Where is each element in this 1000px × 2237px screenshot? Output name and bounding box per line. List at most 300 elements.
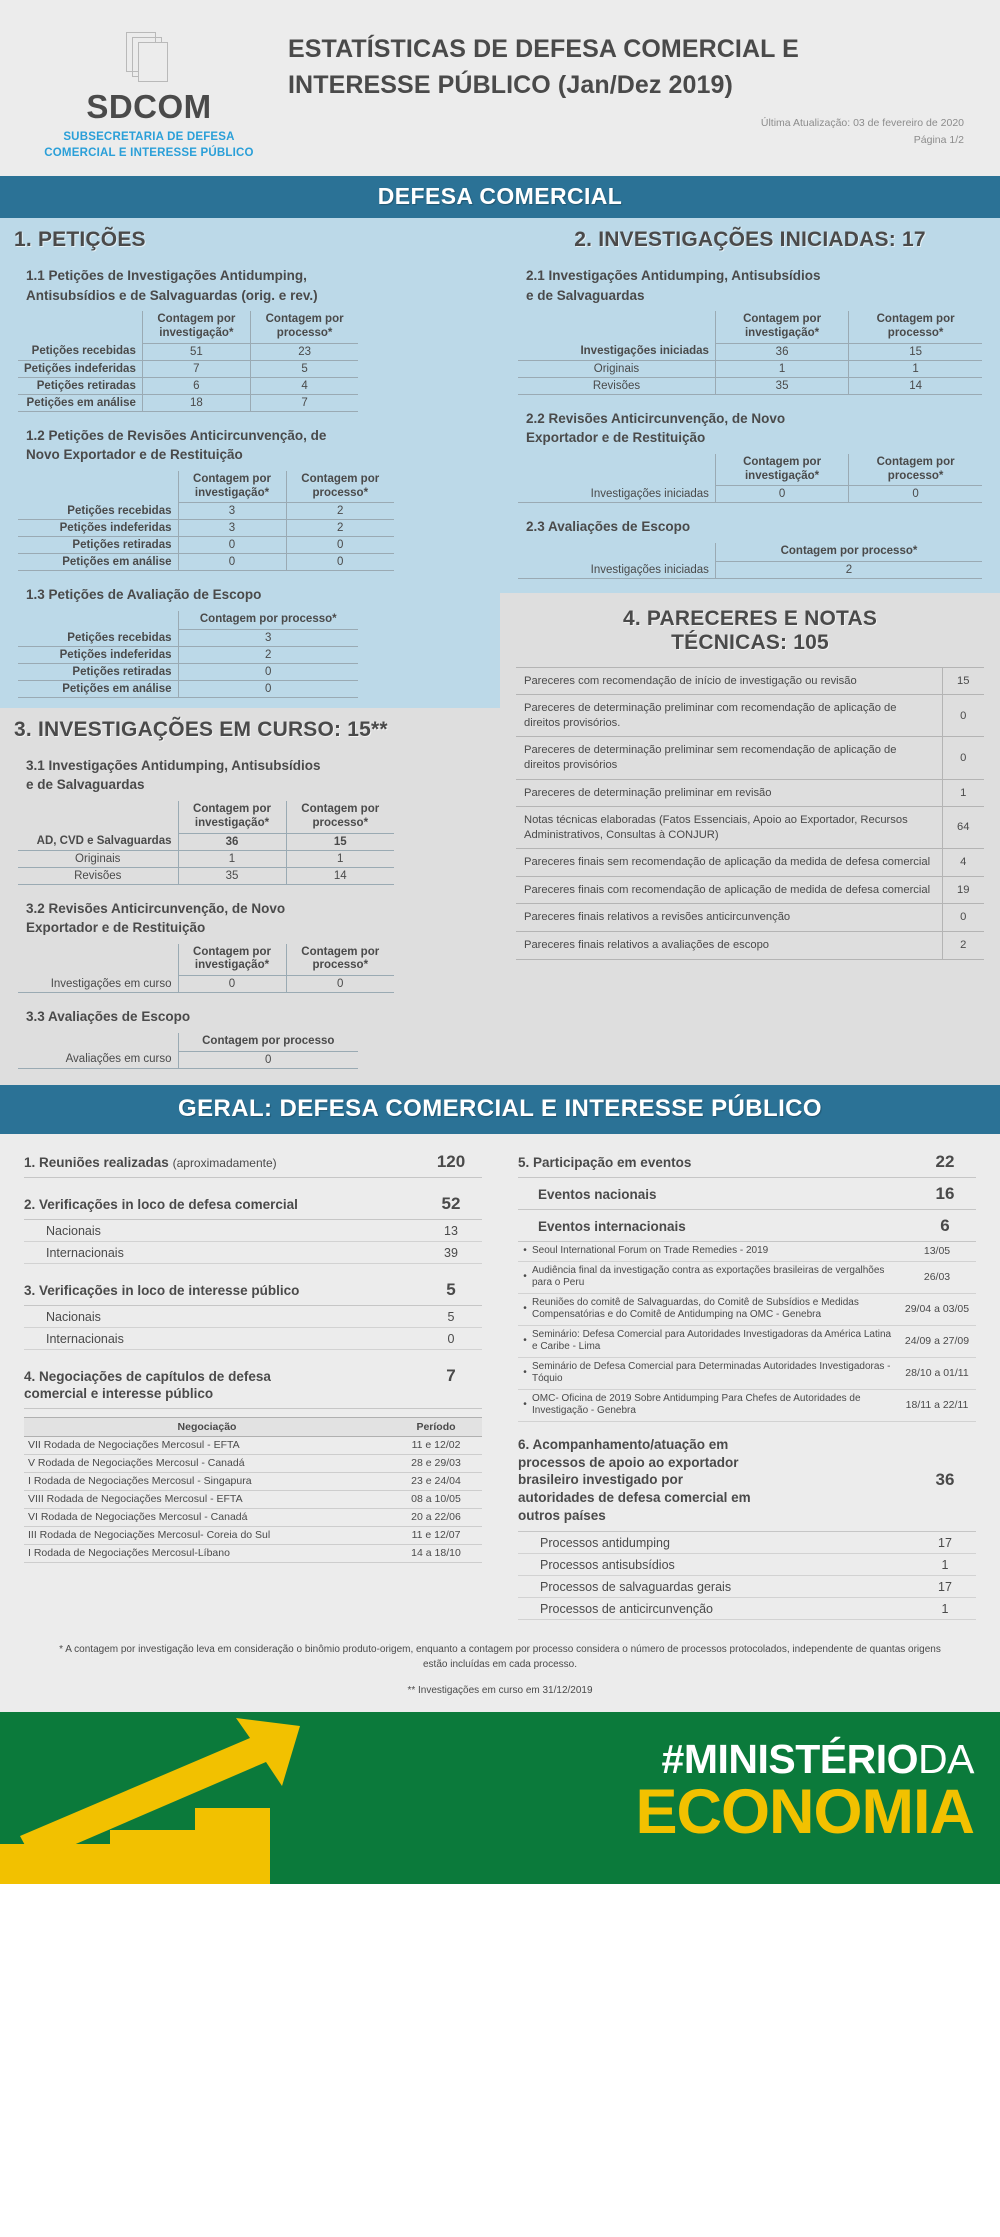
row-value-processo: 0 [849,486,982,503]
brand-subtitle [24,129,274,162]
section-2-1-heading-line1: 2.1 Investigações Antidumping, Antisubsídios [526,267,821,283]
section-3-3-heading: 3.3 Avaliações de Escopo [26,1009,191,1025]
table-header-row [518,454,982,486]
table-row [18,377,358,394]
row-label: Petições retiradas [18,537,178,554]
event-name: Audiência final da investigação contra as exportações brasileiras de vergalhões para o Peru [532,1264,885,1289]
row-negociacao: VI Rodada de Negociações Mercosul - Canadá [24,1508,390,1526]
brand-subtitle-line2: COMERCIAL E INTERESSE PÚBLICO [44,147,254,160]
geral-item-6-sub [518,1532,976,1554]
sub-label: Nacionais [46,1309,101,1324]
row-value: 1 [942,779,984,807]
row-value-processo: 0 [178,680,358,697]
section-1-title: 1. PETIÇÕES [14,227,146,251]
row-value-investigacao: 0 [715,486,848,503]
geral-item-1-value: 120 [436,1151,466,1171]
sub-value: 17 [938,1535,952,1550]
col-head-processo: Contagem por processo* [286,801,394,833]
col-head-periodo: Período [390,1417,482,1436]
row-label: Investigações iniciadas [518,343,715,360]
sub-label: Internacionais [46,1245,124,1260]
table-3-2 [18,944,394,994]
geral-item-6-value: 36 [935,1470,955,1490]
row-value-investigacao: 0 [178,554,286,571]
geral-item-6-label-line5: outros países [518,1507,606,1523]
row-periodo: 11 e 12/02 [390,1436,482,1454]
table-header-row [518,543,982,561]
table-row [18,833,394,850]
row-label: Investigações iniciadas [518,561,715,578]
row-negociacao: I Rodada de Negociações Mercosul - Singapura [24,1472,390,1490]
table-row [18,646,358,663]
sub-value: 0 [447,1331,455,1346]
geral-item-5 [518,1146,976,1178]
sub-label: Processos antisubsídios [540,1557,675,1572]
bullet-icon: • [523,1302,527,1314]
row-value-processo: 0 [286,976,394,993]
row-label: Petições recebidas [18,503,178,520]
table-row [518,561,982,578]
geral-body [0,1134,1000,1630]
table-1-2 [18,471,394,572]
geral-item-2-value: 52 [441,1193,461,1213]
row-value-processo: 2 [178,646,358,663]
row-periodo: 20 a 22/06 [390,1508,482,1526]
table-2-2 [518,454,982,504]
row-label: Petições indeferidas [18,360,142,377]
row-value-processo: 23 [250,343,358,360]
row-label: Pareceres de determinação preliminar sem recomendação de aplicação de direitos provisórios [516,737,942,779]
sub-value: 17 [938,1579,952,1594]
geral-item-6-label-line4: autoridades de defesa comercial em [518,1490,751,1506]
row-value-investigacao: 36 [715,343,848,360]
col-head-investigacao: Contagem por investigação* [178,944,286,976]
table-3-3 [18,1033,358,1069]
col-head-negociacao: Negociação [24,1417,390,1436]
row-negociacao: I Rodada de Negociações Mercosul-Líbano [24,1544,390,1562]
event-date: 18/11 a 22/11 [905,1398,969,1411]
geral-item-5-value: 22 [935,1151,955,1171]
table-1-3 [18,611,358,698]
brand-subtitle-line1: SUBSECRETARIA DE DEFESA [63,130,235,143]
last-update-text: Última Atualização: 03 de fevereiro de 2020 [760,117,964,129]
geral-item-6-sub [518,1554,976,1576]
event-name: Seoul International Forum on Trade Remedies - 2019 [532,1244,769,1256]
col-head-investigacao: Contagem por investigação* [178,801,286,833]
section-4-title-line2: TÉCNICAS: 105 [671,630,829,654]
footnotes [0,1630,1000,1713]
geral-item-4-value: 7 [446,1365,456,1385]
row-negociacao: VII Rodada de Negociações Mercosul - EFTA [24,1436,390,1454]
section-3-2-heading [0,889,500,942]
geral-item-3-sub [24,1328,482,1350]
bullet-icon: • [523,1244,527,1256]
row-label: Petições retiradas [18,377,142,394]
section-1-3-heading: 1.3 Petições de Avaliação de Escopo [26,587,262,603]
table-header-row [18,944,394,976]
table-header-row [18,471,394,503]
row-label: Petições em análise [18,554,178,571]
row-label: Originais [18,850,178,867]
row-value-processo: 15 [849,343,982,360]
table-row [516,876,984,904]
table-1-1 [18,311,358,412]
table-row [516,807,984,849]
geral-item-4 [24,1360,482,1409]
row-label: Investigações em curso [18,976,178,993]
table-2-1 [518,311,982,395]
section-3-2-heading-line2: Exportador e de Restituição [26,920,206,936]
row-value-processo: 0 [178,1051,358,1068]
page-title [288,32,976,103]
geral-item-3-value: 5 [446,1279,456,1299]
table-header-row [18,1033,358,1051]
section-1-2-heading-line2: Novo Exportador e de Restituição [26,447,243,463]
sub-value: 13 [444,1223,458,1238]
row-value: 64 [942,807,984,849]
brazil-arrow-graphic [0,1712,420,1884]
left-column [0,218,500,1085]
section-4-title-line1: 4. PARECERES E NOTAS [622,606,878,630]
geral-item-2-sub [24,1220,482,1242]
row-value-investigacao: 36 [178,833,286,850]
section-3-1-heading [0,746,500,799]
table-3-1 [18,801,394,885]
row-label: Pareceres de determinação preliminar em revisão [516,779,942,807]
table-row [18,503,394,520]
section-1-1-heading-line1: 1.1 Petições de Investigações Antidumping, [26,267,307,283]
row-label: Petições em análise [18,680,178,697]
table-row [18,629,358,646]
section-2-1-heading-line2: e de Salvaguardas [526,287,645,303]
row-value-processo: 14 [286,867,394,884]
geral-item-1 [24,1146,482,1178]
row-label: AD, CVD e Salvaguardas [18,833,178,850]
section-3-2-heading-line1: 3.2 Revisões Anticircunvenção, de Novo [26,900,286,916]
row-value-investigacao: 0 [178,976,286,993]
table-row [18,850,394,867]
table-row [516,904,984,932]
event-name: OMC- Oficina de 2019 Sobre Antidumping Para Chefes de Autoridades de Investigação - Genebra [532,1392,861,1417]
row-value: 0 [942,695,984,737]
row-label: Pareceres finais com recomendação de aplicação de medida de defesa comercial [516,876,942,904]
list-item [518,1242,976,1262]
geral-item-6-sub [518,1598,976,1620]
footnote-1: * A contagem por investigação leva em consideração o binômio produto-origem, enquanto a contagem por processo considera o número de processos protocolados, independente de quantas origens estão incluídas em cada processo. [59,1643,941,1671]
geral-item-5-label: 5. Participação em eventos [518,1154,692,1170]
row-value-investigacao: 3 [178,520,286,537]
table-row [24,1472,482,1490]
sub-label: Processos de salvaguardas gerais [540,1579,732,1594]
col-head-processo: Contagem por processo* [250,311,358,343]
list-item [518,1390,976,1422]
sub-label: Nacionais [46,1223,101,1238]
table-row [24,1436,482,1454]
col-head-processo: Contagem por processo* [178,611,358,629]
row-label: Petições retiradas [18,663,178,680]
row-value-processo: 2 [715,561,982,578]
table-row [18,520,394,537]
table-header-row [518,311,982,343]
table-negociacoes [24,1417,482,1563]
table-2-3 [518,543,982,579]
section-2-title: 2. INVESTIGAÇÕES INICIADAS: 17 [574,227,926,251]
row-value: 19 [942,876,984,904]
col-head-processo: Contagem por processo* [849,311,982,343]
geral-item-6-label [518,1436,914,1525]
row-negociacao: VIII Rodada de Negociações Mercosul - EFTA [24,1490,390,1508]
col-head-processo: Contagem por processo [178,1033,358,1051]
row-label: Petições em análise [18,394,142,411]
bullet-icon: • [523,1398,527,1410]
table-row [516,779,984,807]
section-2-2-heading-line1: 2.2 Revisões Anticircunvenção, de Novo [526,410,786,426]
table-row [18,663,358,680]
event-date: 26/03 [923,1270,951,1283]
event-date: 24/09 a 27/09 [904,1334,970,1347]
section-2-3-heading: 2.3 Avaliações de Escopo [526,519,691,535]
event-date: 29/04 a 03/05 [904,1302,970,1315]
table-header-row [24,1417,482,1436]
table-row [24,1490,482,1508]
event-name: Reuniões do comitê de Salvaguardas, do Comitê de Subsídios e Medidas Compensatórias e do Comitê de Antidumping na OMC - Genebra [532,1296,859,1321]
table-row [18,554,394,571]
page-number-text: Página 1/2 [913,133,964,146]
geral-eventos-internacionais [518,1210,976,1242]
col-head-processo: Contagem por processo* [286,944,394,976]
table-row [516,667,984,695]
row-value-processo: 4 [250,377,358,394]
sub-value: 39 [444,1245,458,1260]
banner-defesa-comercial: DEFESA COMERCIAL [0,176,1000,218]
row-value-processo: 3 [178,629,358,646]
row-value: 0 [942,737,984,779]
table-row [518,343,982,360]
col-head-investigacao: Contagem por investigação* [715,454,848,486]
eventos-nacionais-value: 16 [935,1183,955,1203]
page-title-line1: ESTATÍSTICAS DE DEFESA COMERCIAL E [288,35,799,63]
row-negociacao: III Rodada de Negociações Mercosul- Coreia do Sul [24,1526,390,1544]
row-label: Petições recebidas [18,343,142,360]
row-label: Pareceres finais relativos a revisões anticircunvenção [516,904,942,932]
row-value-investigacao: 3 [178,503,286,520]
table-row [18,1051,358,1068]
geral-item-6 [518,1430,976,1532]
list-item [518,1262,976,1294]
section-1-1-heading [0,256,500,309]
section-2-2-heading [500,399,1000,452]
ministry-wordmark [635,1736,975,1848]
geral-item-2-label: 2. Verificações in loco de defesa comercial [24,1196,298,1212]
table-row [516,737,984,779]
table-row [518,360,982,377]
section-1-1-heading-line2: Antisubsídios e de Salvaguardas (orig. e rev.) [26,287,318,303]
row-label: Petições indeferidas [18,646,178,663]
geral-item-2-sub [24,1242,482,1264]
table-row [516,931,984,959]
col-head-processo: Contagem por processo* [286,471,394,503]
table-header-row [18,801,394,833]
geral-item-4-label [24,1368,420,1403]
eventos-internacionais-list [518,1242,976,1422]
row-label: Investigações iniciadas [518,486,715,503]
section-1-2-heading-line1: 1.2 Petições de Revisões Anticircunvenção, de [26,427,327,443]
col-head-investigacao: Contagem por investigação* [142,311,250,343]
sub-label: Processos de anticircunvenção [540,1601,714,1616]
page-title-line2: INTERESSE PÚBLICO (Jan/Dez 2019) [288,70,733,99]
geral-right-column [500,1134,1000,1630]
table-header-row [18,311,358,343]
list-item [518,1294,976,1326]
table-row [24,1526,482,1544]
geral-eventos-nacionais [518,1178,976,1210]
table-header-row [18,611,358,629]
table-row [24,1544,482,1562]
geral-item-3 [24,1274,482,1306]
row-label: Notas técnicas elaboradas (Fatos Essenciais, Apoio ao Exportador, Recursos Administrativos, Consultas à CONJUR) [516,807,942,849]
geral-item-4-label-line2: comercial e interesse público [24,1386,214,1402]
row-periodo: 23 e 24/04 [390,1472,482,1490]
row-value-processo: 1 [849,360,982,377]
geral-item-1-label: 1. Reuniões realizadas (aproximadamente) [24,1154,277,1170]
section-3-1-heading-line1: 3.1 Investigações Antidumping, Antisubsídios [26,757,321,773]
event-name: Seminário de Defesa Comercial para Determinadas Autoridades Investigadoras - Tóquio [532,1360,891,1385]
row-value-processo: 2 [286,520,394,537]
table-row [24,1454,482,1472]
row-value-processo: 2 [286,503,394,520]
row-negociacao: V Rodada de Negociações Mercosul - Canadá [24,1454,390,1472]
event-date: 13/05 [923,1244,951,1257]
bullet-icon: • [523,1270,527,1282]
row-label: Petições indeferidas [18,520,178,537]
section-2-1-heading [500,256,1000,309]
header-meta [288,115,976,149]
sub-value: 1 [941,1601,949,1616]
table-row [518,486,982,503]
table-row [24,1508,482,1526]
table-row [18,537,394,554]
ministry-line1: #MINISTÉRIODA [661,1736,974,1783]
section-3-title: 3. INVESTIGAÇÕES EM CURSO: 15** [14,717,388,741]
header-right [274,18,976,149]
row-value: 2 [942,931,984,959]
section-4-title [500,593,1000,659]
row-value-processo: 0 [178,663,358,680]
col-head-processo: Contagem por processo* [849,454,982,486]
row-label: Originais [518,360,715,377]
sub-value: 1 [941,1557,949,1572]
table-4-pareceres [516,667,984,960]
page-header [0,0,1000,176]
row-value-investigacao: 18 [142,394,250,411]
list-item [518,1326,976,1358]
geral-item-3-label: 3. Verificações in loco de interesse público [24,1282,300,1298]
row-value-investigacao: 0 [178,537,286,554]
row-value-investigacao: 6 [142,377,250,394]
sub-label: Processos antidumping [540,1535,670,1550]
row-value-investigacao: 1 [715,360,848,377]
row-label: Petições recebidas [18,629,178,646]
section-1-2-heading [0,416,500,469]
table-row [516,849,984,877]
col-head-investigacao: Contagem por investigação* [178,471,286,503]
row-label: Pareceres finais relativos a avaliações de escopo [516,931,942,959]
row-value-investigacao: 7 [142,360,250,377]
col-head-investigacao: Contagem por investigação* [715,311,848,343]
table-row [18,976,394,993]
row-label: Revisões [18,867,178,884]
brand-block [24,18,274,162]
row-label: Pareceres com recomendação de início de investigação ou revisão [516,667,942,695]
geral-item-3-sub [24,1306,482,1328]
sub-value: 5 [447,1309,455,1324]
table-row [518,377,982,394]
geral-item-6-sub [518,1576,976,1598]
defesa-comercial-body [0,218,1000,1085]
event-name: Seminário: Defesa Comercial para Autoridades Investigadoras da América Latina e Caribe - Lima [532,1328,892,1353]
brand-name: SDCOM [86,88,212,125]
eventos-nacionais-label: Eventos nacionais [538,1186,657,1202]
sub-label: Internacionais [46,1331,124,1346]
row-value: 15 [942,667,984,695]
documents-stack-icon [126,32,172,84]
table-row [516,695,984,737]
row-value-investigacao: 35 [178,867,286,884]
row-value: 4 [942,849,984,877]
banner-geral: GERAL: DEFESA COMERCIAL E INTERESSE PÚBLICO [0,1085,1000,1134]
bullet-icon: • [523,1366,527,1378]
geral-item-2 [24,1188,482,1220]
row-value-processo: 5 [250,360,358,377]
geral-item-4-label-line1: 4. Negociações de capítulos de defesa [24,1368,271,1384]
table-row [18,360,358,377]
row-value-investigacao: 1 [178,850,286,867]
geral-item-6-label-line3: brasileiro investigado por [518,1472,684,1488]
section-2-2-heading-line2: Exportador e de Restituição [526,430,706,446]
geral-left-column [0,1134,500,1630]
row-label: Pareceres de determinação preliminar com recomendação de aplicação de direitos provisórios. [516,695,942,737]
geral-item-6-label-line2: processos de apoio ao exportador [518,1454,739,1470]
row-value-investigacao: 51 [142,343,250,360]
table-row [18,680,358,697]
table-row [18,343,358,360]
row-value-investigacao: 35 [715,377,848,394]
row-value-processo: 15 [286,833,394,850]
ministry-line2: ECONOMIA [635,1777,974,1848]
table-row [18,394,358,411]
section-3-1-heading-line2: e de Salvaguardas [26,777,145,793]
row-label: Avaliações em curso [18,1051,178,1068]
right-column [500,218,1000,1085]
row-value-processo: 0 [286,554,394,571]
section-4-pane [500,593,1000,1085]
geral-item-6-label-line1: 6. Acompanhamento/atuação em [518,1436,729,1452]
eventos-internacionais-label: Eventos internacionais [538,1218,686,1234]
row-periodo: 28 e 29/03 [390,1454,482,1472]
row-value-processo: 14 [849,377,982,394]
eventos-internacionais-value: 6 [940,1215,950,1235]
row-value-processo: 7 [250,394,358,411]
table-row [18,867,394,884]
row-value-processo: 1 [286,850,394,867]
row-value: 0 [942,904,984,932]
row-periodo: 11 e 12/07 [390,1526,482,1544]
event-date: 28/10 a 01/11 [905,1366,969,1379]
section-3-pane [0,708,500,1085]
ministry-footer [0,1712,1000,1884]
col-head-processo: Contagem por processo* [715,543,982,561]
row-value-processo: 0 [286,537,394,554]
